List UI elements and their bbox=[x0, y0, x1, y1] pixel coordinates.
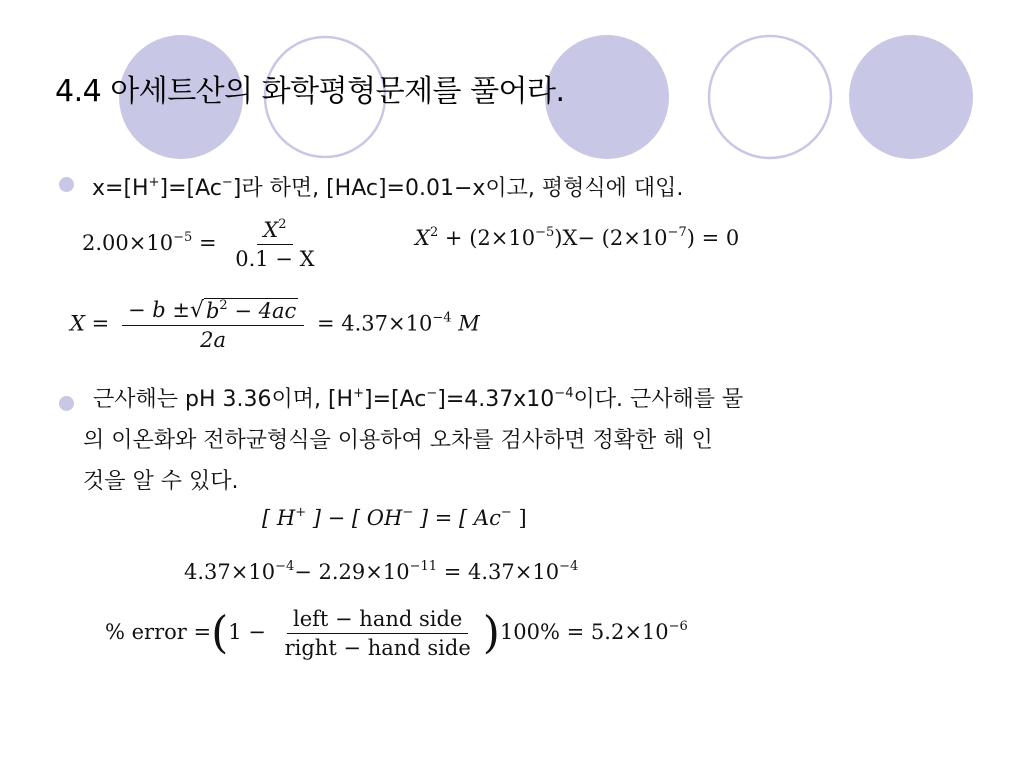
bullet-text-2 bbox=[83, 379, 943, 502]
eq3-equals: = bbox=[91, 311, 110, 336]
b2-line1 bbox=[83, 379, 943, 420]
b2-line3: 것을 알 수 있다. bbox=[83, 469, 239, 494]
sqrt-sign: √ $b^2 - 4ac$ bbox=[189, 298, 297, 323]
eq4-c: ] = [ Ac bbox=[419, 506, 501, 530]
eq4-a: [ H bbox=[262, 506, 296, 530]
b1-sup2: − bbox=[221, 175, 233, 190]
eq5-c: = 4.37×10 bbox=[443, 560, 560, 584]
eq1-lhs-exp: −5 bbox=[173, 230, 193, 245]
eq4-c-sup: − bbox=[500, 505, 512, 520]
slide-title: 4.4 아세트산의 화학평형문제를 풀어라. bbox=[55, 74, 565, 109]
eq6-numerator: left − hand side bbox=[287, 607, 468, 634]
eq3-denominator: 2a bbox=[200, 328, 227, 352]
b2-line2: 의 이온화와 전하균형식을 이용하여 오차를 검사하면 정확한 해 인 bbox=[83, 428, 713, 453]
b2-s3: −4 bbox=[554, 386, 574, 401]
b2-s2: − bbox=[426, 386, 438, 401]
b1-pre: x=[H bbox=[92, 176, 149, 201]
eq2-c: )X− (2×10 bbox=[554, 226, 668, 250]
eq6-one: 1 − bbox=[228, 620, 266, 644]
b1-sup1: + bbox=[148, 175, 160, 190]
eq5-a-exp: −4 bbox=[275, 559, 295, 574]
eq4-b-sup: − bbox=[402, 505, 414, 520]
eq2-b: + (2×10 bbox=[444, 226, 536, 250]
equation-quadratic-formula bbox=[70, 298, 480, 352]
equation-substitution bbox=[184, 560, 578, 584]
equation-charge-balance bbox=[262, 506, 527, 530]
eq1-denominator: 0.1 − X bbox=[235, 247, 315, 271]
b2-s1: + bbox=[353, 386, 365, 401]
eq3-lhs: X bbox=[70, 311, 85, 336]
paren-open: ( bbox=[211, 607, 229, 659]
equation-percent-error bbox=[105, 607, 688, 660]
eq6-rhs-exp: −6 bbox=[668, 619, 688, 634]
bullet-dot-1 bbox=[59, 177, 74, 192]
eq5-a: 4.37×10 bbox=[184, 560, 276, 584]
eq3-rad-exp: 2 bbox=[219, 298, 228, 313]
eq6-denominator: right − hand side bbox=[284, 636, 471, 660]
eq6-lhs: % error = bbox=[105, 620, 212, 644]
eq5-b: − 2.29×10 bbox=[294, 560, 410, 584]
b2-t4: 이다. 근사해를 물 bbox=[573, 387, 744, 412]
bullet-text-1 bbox=[92, 171, 683, 202]
eq3-unit: M bbox=[458, 311, 480, 336]
circle-outline-2 bbox=[709, 36, 831, 158]
b2-t3: ]=4.37x10 bbox=[437, 387, 555, 412]
b2-t1: 근사해는 pH 3.36이며, [H bbox=[93, 387, 354, 412]
paren-close: ) bbox=[482, 607, 500, 659]
eq1-lhs: 2.00×10 bbox=[82, 231, 174, 255]
eq1-num-exp: 2 bbox=[278, 217, 287, 232]
eq2-d: ) = 0 bbox=[686, 226, 740, 250]
eq5-b-exp: −11 bbox=[409, 559, 438, 574]
eq4-b: ] − [ OH bbox=[312, 506, 403, 530]
eq6-rhs: 100% = 5.2×10 bbox=[499, 620, 669, 644]
eq2-b-exp: −5 bbox=[535, 225, 555, 240]
eq4-d: ] bbox=[518, 506, 527, 530]
eq5-c-exp: −4 bbox=[559, 559, 579, 574]
eq1-numerator bbox=[257, 218, 292, 245]
circle-filled-3 bbox=[849, 35, 973, 159]
eq2-a: X bbox=[415, 226, 430, 250]
eq3-fraction bbox=[122, 298, 304, 352]
eq3-rhs: = 4.37×10 bbox=[317, 311, 433, 336]
eq1-equals: = bbox=[198, 231, 217, 255]
b1-mid: ]=[Ac bbox=[159, 176, 222, 201]
b1-post: ]라 하면, [HAc]=0.01−x이고, 평형식에 대입. bbox=[232, 176, 684, 201]
eq3-num-pre: − b ± bbox=[127, 298, 190, 322]
eq1-num-var: X bbox=[263, 218, 279, 242]
eq2-a-exp: 2 bbox=[429, 225, 439, 240]
b2-t2: ]=[Ac bbox=[364, 387, 427, 412]
bullet-dot-2 bbox=[59, 396, 74, 411]
eq3-rhs-exp: −4 bbox=[432, 310, 452, 326]
eq1-fraction bbox=[229, 218, 320, 271]
eq6-fraction bbox=[279, 607, 477, 660]
eq3-rad-b: b bbox=[205, 299, 220, 323]
eq4-a-sup: + bbox=[295, 505, 307, 520]
equation-quadratic bbox=[415, 226, 739, 250]
equation-ka bbox=[82, 218, 327, 271]
eq3-numerator bbox=[122, 298, 304, 326]
eq3-rad-rest: − 4ac bbox=[234, 299, 297, 323]
eq2-c-exp: −7 bbox=[667, 225, 687, 240]
